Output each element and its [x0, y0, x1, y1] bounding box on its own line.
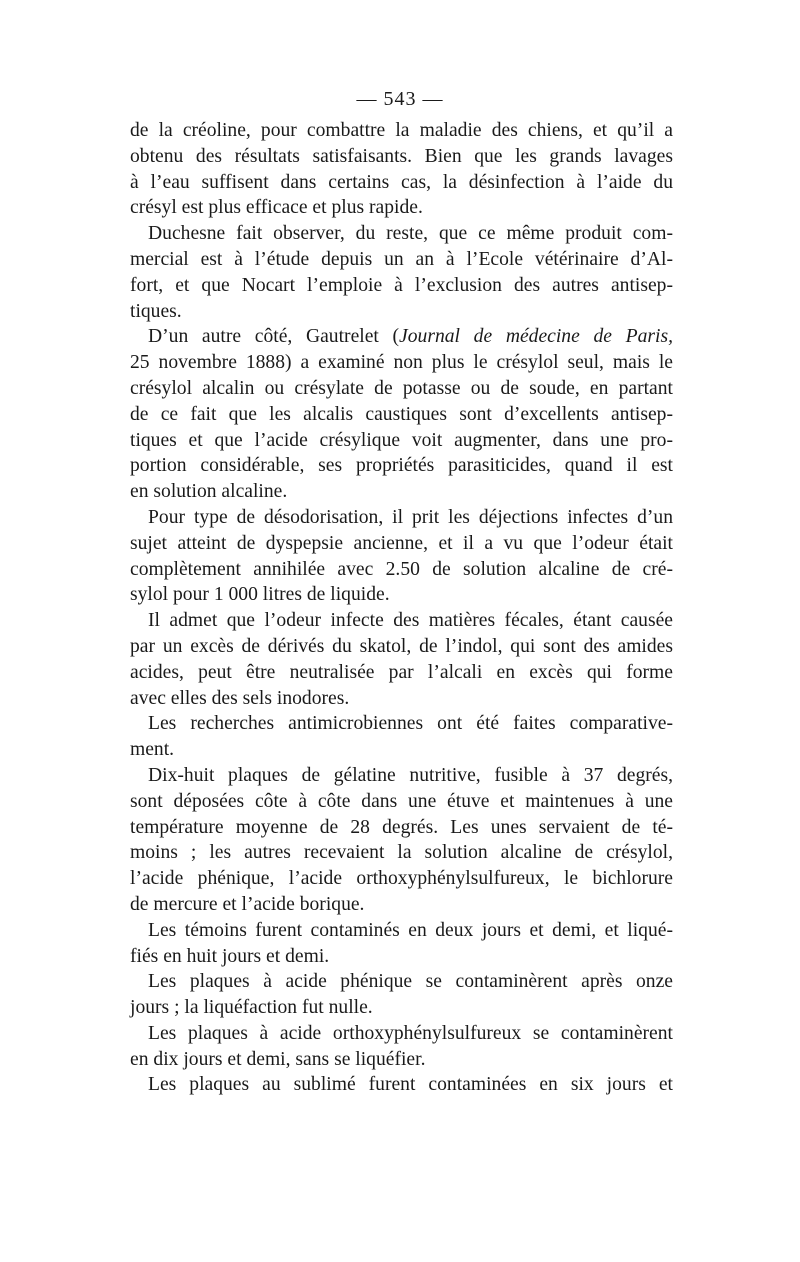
text-line — [130, 815, 673, 841]
text-line-content: tiques et que l’acide crésylique voit augmenter, dans une pro- — [130, 429, 673, 451]
text-line-content: à l’eau suffisent dans certains cas, la désinfection à l’aide du — [130, 171, 673, 193]
text-line — [130, 969, 673, 995]
text-line — [130, 634, 673, 660]
text-line — [130, 995, 673, 1021]
text-line — [130, 428, 673, 454]
text-line-content: Les recherches antimicrobiennes ont été faites comparative- — [148, 713, 673, 735]
text-line-content: Les plaques à acide orthoxyphénylsulfureux se contaminèrent — [148, 1022, 673, 1044]
text-line — [130, 763, 673, 789]
text-line-content: sujet atteint de dyspepsie ancienne, et il a vu que l’odeur était — [130, 532, 673, 554]
text-line-content: Pour type de désodorisation, il prit les déjections infectes d’un — [148, 506, 673, 528]
text-line — [130, 1072, 673, 1098]
text-line — [130, 144, 673, 170]
text-line-content: avec elles des sels inodores. — [130, 687, 350, 709]
page-number: — 543 — — [356, 88, 444, 110]
text-line — [130, 531, 673, 557]
text-line — [130, 557, 673, 583]
text-line — [130, 918, 673, 944]
text-line-content: Dix-huit plaques de gélatine nutritive, fusible à 37 degrés, — [148, 764, 673, 786]
text-line — [130, 1021, 673, 1047]
text-line-content: jours ; la liquéfaction fut nulle. — [130, 997, 373, 1019]
text-line-content: de ce fait que les alcalis caustiques sont d’excellents antisep- — [130, 403, 673, 425]
text-line-content: acides, peut être neutralisée par l’alcali en excès qui forme — [130, 661, 673, 683]
text-line-content: mercial est à l’étude depuis un an à l’Ecole vétérinaire d’Al- — [130, 248, 673, 270]
text-line-content: en dix jours et demi, sans se liquéfier. — [130, 1048, 426, 1070]
text-line — [130, 350, 673, 376]
text-line — [130, 711, 673, 737]
text-line-content: 25 novembre 1888) a examiné non plus le crésylol seul, mais le — [130, 352, 673, 374]
text-line-content: sont déposées côte à côte dans une étuve et maintenues à une — [130, 790, 673, 812]
journal-title: Journal de médecine de Paris, — [399, 326, 673, 348]
text-line — [130, 1047, 673, 1073]
text-line — [130, 892, 673, 918]
text-line-content: crésylol alcalin ou crésylate de potasse ou de soude, en partant — [130, 377, 673, 399]
text-line-content: portion considérable, ses propriétés parasiticides, quand il est — [130, 455, 673, 477]
text-line — [130, 582, 673, 608]
text-line-content: D’un autre côté, Gautrelet ( — [148, 326, 400, 348]
text-line-content: en solution alcaline. — [130, 481, 288, 503]
text-line — [130, 376, 673, 402]
text-line — [130, 247, 673, 273]
text-line-content: crésyl est plus efficace et plus rapide. — [130, 197, 423, 219]
text-line-content: Duchesne fait observer, du reste, que ce même produit com- — [148, 223, 673, 245]
text-line-content: de mercure et l’acide borique. — [130, 893, 365, 915]
text-line-content: tiques. — [130, 300, 182, 322]
text-line — [130, 789, 673, 815]
text-line-content: fort, et que Nocart l’emploie à l’exclusion des autres antisep- — [130, 274, 673, 296]
text-line — [130, 324, 673, 350]
text-line — [130, 195, 673, 221]
text-line-content: fiés en huit jours et demi. — [130, 945, 330, 967]
text-line — [130, 660, 673, 686]
text-line — [130, 944, 673, 970]
body-text — [130, 118, 673, 1098]
text-line-content: Il admet que l’odeur infecte des matières fécales, étant causée — [148, 610, 673, 632]
text-line-content: Les plaques à acide phénique se contaminèrent après onze — [148, 971, 673, 993]
text-line — [130, 402, 673, 428]
text-line — [130, 273, 673, 299]
text-line-content: température moyenne de 28 degrés. Les unes servaient de té- — [130, 816, 673, 838]
text-line-content: l’acide phénique, l’acide orthoxyphénylsulfureux, le bichlorure — [130, 868, 673, 890]
text-line — [130, 505, 673, 531]
text-line — [130, 840, 673, 866]
text-line-content: sylol pour 1 000 litres de liquide. — [130, 584, 390, 606]
text-line — [130, 299, 673, 325]
text-line — [130, 686, 673, 712]
text-line — [130, 453, 673, 479]
text-line-content: Les plaques au sublimé furent contaminées en six jours et — [148, 1074, 673, 1096]
text-line-content: complètement annihilée avec 2.50 de solution alcaline de cré- — [130, 558, 673, 580]
text-line-content: obtenu des résultats satisfaisants. Bien que les grands lavages — [130, 145, 673, 167]
text-line — [130, 221, 673, 247]
text-line — [130, 479, 673, 505]
text-line-content: ment. — [130, 739, 175, 761]
text-line — [130, 866, 673, 892]
text-line — [130, 737, 673, 763]
text-line-content: par un excès de dérivés du skatol, de l’indol, qui sont des amides — [130, 635, 673, 657]
text-line — [130, 170, 673, 196]
text-line-content: de la créoline, pour combattre la maladie des chiens, et qu’il a — [130, 120, 673, 141]
text-line-content: moins ; les autres recevaient la solution alcaline de crésylol, — [130, 842, 673, 864]
text-line — [130, 608, 673, 634]
text-line — [130, 118, 673, 144]
text-line-content: Les témoins furent contaminés en deux jours et demi, et liqué- — [148, 919, 673, 941]
